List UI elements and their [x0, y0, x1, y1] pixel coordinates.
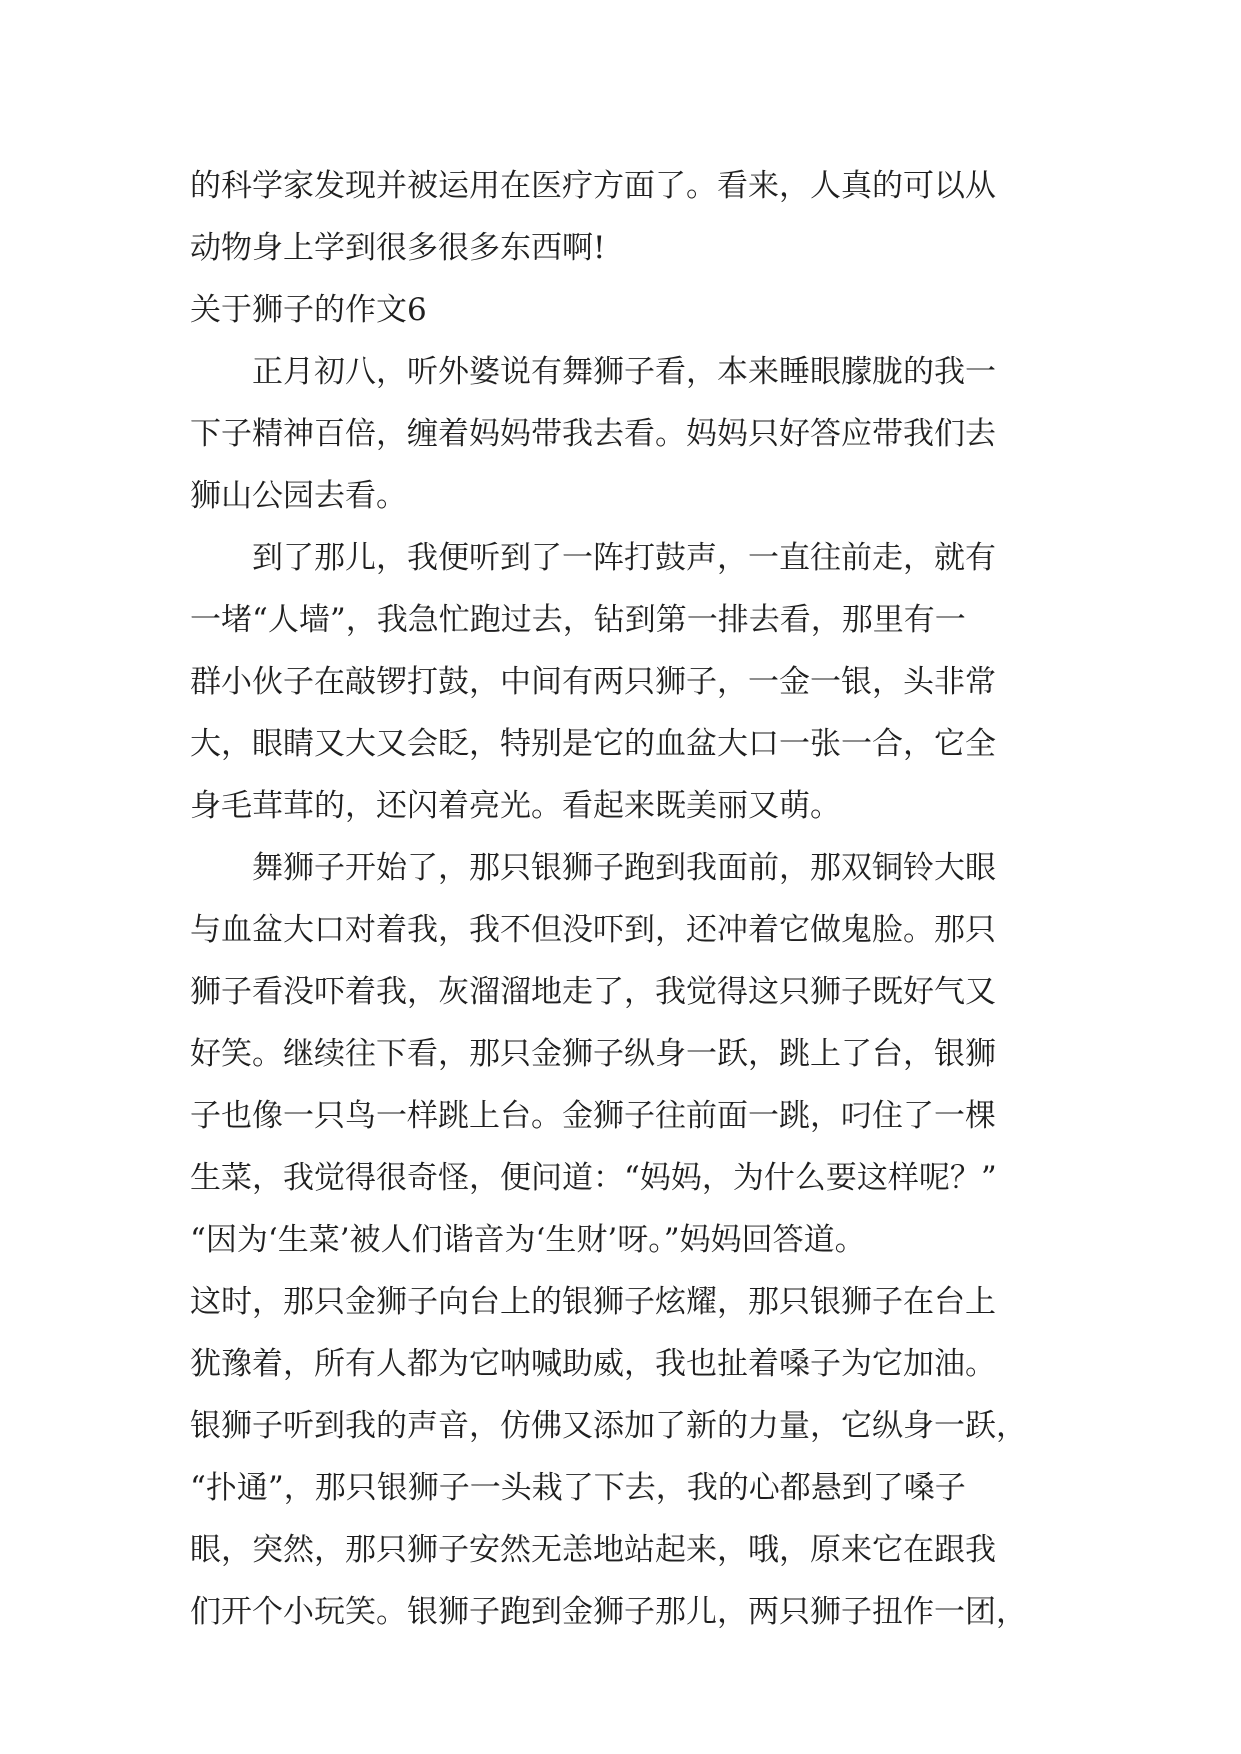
- article-body: [190, 155, 1070, 1643]
- text-line: 狮山公园去看。: [190, 478, 407, 514]
- text-line: 们开个小玩笑。银狮子跑到金狮子那儿，两只狮子扭作一团，: [190, 1594, 1027, 1630]
- text-line: “因为‘生菜’被人们谐音为‘生财’呀。”妈妈回答道。: [190, 1222, 866, 1258]
- text-line: 下子精神百倍，缠着妈妈带我去看。妈妈只好答应带我们去: [190, 416, 996, 452]
- text-line: 动物身上学到很多很多东西啊!: [190, 230, 606, 266]
- text-line: 群小伙子在敲锣打鼓，中间有两只狮子，一金一银，头非常: [190, 664, 996, 700]
- text-line: 到了那儿，我便听到了一阵打鼓声，一直往前走，就有: [252, 540, 996, 576]
- text-line: 舞狮子开始了，那只银狮子跑到我面前，那双铜铃大眼: [252, 850, 996, 886]
- text-line: 这时，那只金狮子向台上的银狮子炫耀，那只银狮子在台上: [190, 1284, 996, 1320]
- text-line: 身毛茸茸的，还闪着亮光。看起来既美丽又萌。: [190, 788, 841, 824]
- text-line: 的科学家发现并被运用在医疗方面了。看来，人真的可以从: [190, 168, 996, 204]
- text-line: 一堵“人墙”，我急忙跑过去，钻到第一排去看，那里有一: [190, 602, 966, 638]
- essay-title: 关于狮子的作文6: [190, 292, 427, 328]
- text-line: 犹豫着，所有人都为它呐喊助威，我也扯着嗓子为它加油。: [190, 1346, 996, 1382]
- text-line: 好笑。继续往下看，那只金狮子纵身一跃，跳上了台，银狮: [190, 1036, 996, 1072]
- text-line: 生菜，我觉得很奇怪，便问道：“妈妈，为什么要这样呢？”: [190, 1160, 997, 1196]
- text-line: 眼，突然，那只狮子安然无恙地站起来，哦，原来它在跟我: [190, 1532, 996, 1568]
- text-line: “扑通”，那只银狮子一头栽了下去，我的心都悬到了嗓子: [190, 1470, 966, 1506]
- text-line: 银狮子听到我的声音，仿佛又添加了新的力量，它纵身一跃，: [190, 1408, 1027, 1444]
- text-line: 正月初八，听外婆说有舞狮子看，本来睡眼朦胧的我一: [252, 354, 996, 390]
- text-line: 子也像一只鸟一样跳上台。金狮子往前面一跳，叼住了一棵: [190, 1098, 996, 1134]
- text-line: 与血盆大口对着我，我不但没吓到，还冲着它做鬼脸。那只: [190, 912, 996, 948]
- text-line: 大，眼睛又大又会眨，特别是它的血盆大口一张一合，它全: [190, 726, 996, 762]
- text-line: 狮子看没吓着我，灰溜溜地走了，我觉得这只狮子既好气又: [190, 974, 996, 1010]
